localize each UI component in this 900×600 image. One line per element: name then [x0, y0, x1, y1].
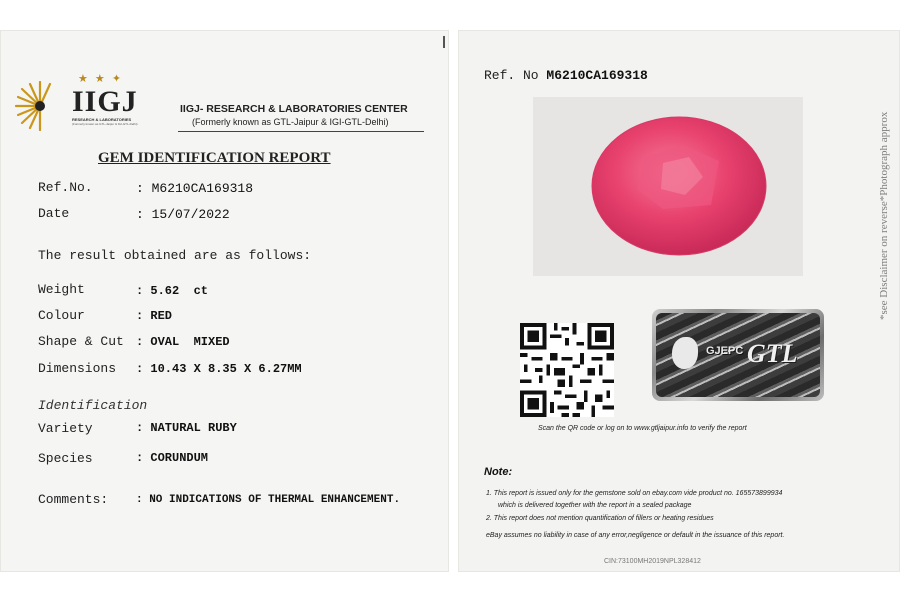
lab-title: IIGJ- RESEARCH & LABORATORIES CENTER [180, 103, 408, 115]
note-heading: Note: [484, 466, 513, 478]
ref-no-label-right: Ref. No [484, 68, 539, 83]
variety-value: : NATURAL RUBY [136, 421, 237, 435]
hologram-seal [652, 309, 824, 401]
scan-verify-note: Scan the QR code or log on to www.gtljaipur.info to verify the report [538, 425, 747, 432]
result-intro: The result obtained are as follows: [38, 248, 312, 263]
brand-subtitle: RESEARCH & LABORATORIES [72, 117, 132, 122]
note-1-line-1: 1. This report is issued only for the gemstone sold on ebay.com vide product no. 165573899934 [486, 490, 783, 497]
weight-value: : 5.62 ct [136, 284, 209, 298]
comments-label: Comments: [38, 492, 109, 507]
gemstone-photo [533, 97, 803, 276]
brand-subtitle-small: (Formerly known as GTL-Jaipur & IGI-GTL-Delhi) [72, 122, 138, 126]
colour-label: Colour [38, 308, 85, 323]
report-title: GEM IDENTIFICATION REPORT [98, 150, 331, 166]
ref-no-label: Ref.No. [38, 180, 93, 195]
hologram-emblem-icon [672, 337, 698, 369]
comments-value: : NO INDICATIONS OF THERMAL ENHANCEMENT. [136, 494, 401, 506]
note-1-line-2: which is delivered together with the report in a sealed package [498, 502, 692, 509]
note-2: 2. This report does not mention quantification of fillers or heating residues [486, 515, 714, 522]
species-label: Species [38, 451, 93, 466]
ebay-disclaimer: eBay assumes no liability in case of any error,negligence or default in the issuance of this report. [486, 532, 785, 539]
lab-subtitle: (Formerly known as GTL-Jaipur & IGI-GTL-Delhi) [192, 117, 389, 127]
ref-no-value: : M6210CA169318 [136, 181, 254, 196]
shape-cut-label: Shape & Cut [38, 334, 124, 349]
weight-label: Weight [38, 282, 85, 297]
variety-label: Variety [38, 421, 93, 436]
ref-no-header [484, 68, 648, 83]
hologram-gtl-logo: GTL [747, 339, 798, 368]
sunburst-logo-icon [12, 72, 74, 134]
species-value: : CORUNDUM [136, 451, 209, 465]
logo-stars: ★ ★ ✦ [78, 73, 124, 85]
date-label: Date [38, 206, 70, 221]
dimensions-value: : 10.43 X 8.35 X 6.27MM [136, 362, 302, 376]
dimensions-label: Dimensions [38, 361, 117, 376]
ref-no-value-right: M6210CA169318 [546, 68, 648, 83]
qr-code-icon[interactable] [520, 323, 614, 417]
date-value: : 15/07/2022 [136, 207, 230, 222]
identification-heading: Identification [38, 398, 148, 413]
cin-number: CIN:73100MH2019NPL328412 [604, 558, 701, 565]
header-divider [178, 131, 424, 132]
brand-name: IIGJ [72, 85, 138, 118]
fold-mark [443, 36, 445, 48]
ruby-gem-icon [533, 97, 803, 276]
colour-value: : RED [136, 309, 173, 323]
photo-disclaimer-side: *see Disclaimer on reverse*Photograph approx [878, 111, 890, 320]
hologram-gjepc-mark: GJEPC [706, 345, 744, 357]
shape-cut-value: : OVAL MIXED [136, 335, 230, 349]
